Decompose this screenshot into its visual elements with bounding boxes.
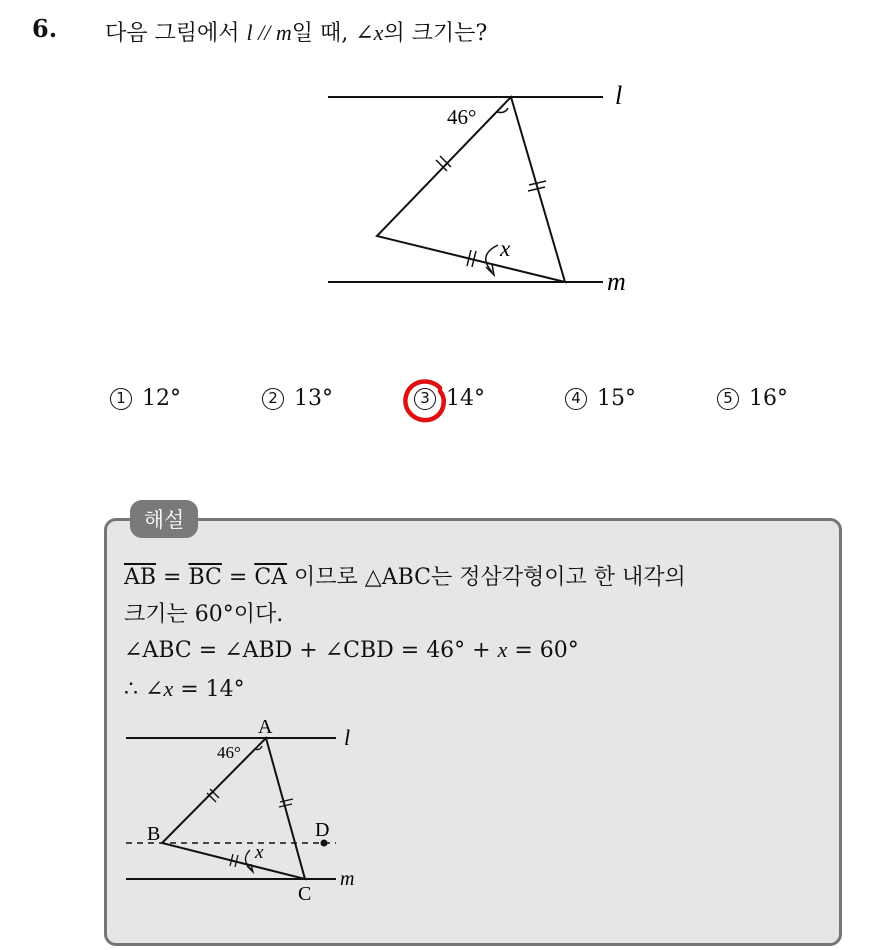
label-a: A <box>258 716 273 738</box>
choice-5[interactable] <box>717 386 788 411</box>
var-l: l <box>246 20 253 45</box>
choice-1[interactable] <box>110 386 181 411</box>
question-figure <box>0 0 884 340</box>
solution-line-4-pre: ∴ ∠ <box>124 677 164 702</box>
choice-value: 12° <box>142 386 181 411</box>
tick-marks <box>436 156 546 267</box>
solution-line-2: 크기는 60°이다. <box>124 602 284 627</box>
label-d: D <box>315 819 330 841</box>
choice-number: 2 <box>262 388 284 410</box>
segment-ca: $\overline{CA}$ <box>254 565 288 590</box>
label-x: x <box>255 842 264 863</box>
segment-bc: $\overline{BC}$ <box>188 565 222 590</box>
var-x: x <box>373 20 384 45</box>
equals: = <box>156 565 189 590</box>
solution-tab: 해설 <box>130 500 198 538</box>
line-l-label: l <box>344 725 351 750</box>
angle-x-label: x <box>500 236 511 261</box>
label-b: B <box>147 823 161 845</box>
choice-2[interactable] <box>262 386 333 411</box>
line-m-label: m <box>607 267 626 296</box>
solution-line-3 <box>124 637 579 663</box>
solution-line-4-post: = 14° <box>173 677 245 702</box>
label-c: C <box>298 883 312 905</box>
line-l-label: l <box>615 81 623 110</box>
question-text-mid: 일 때, ∠ <box>291 21 374 46</box>
segment-ab: $\overline{AB}$ <box>124 565 157 590</box>
choice-value: 16° <box>749 386 788 411</box>
angle-46-label: 46° <box>447 105 477 129</box>
choice-value: 14° <box>446 386 485 411</box>
solution-line-1-rest: 이므로 △ABC는 정삼각형이고 한 내각의 <box>287 565 686 590</box>
parallel-symbol: // <box>252 20 276 45</box>
question-text-pre: 다음 그림에서 <box>105 21 247 46</box>
choice-3[interactable] <box>414 386 485 411</box>
question-number: 6. <box>32 14 58 43</box>
solution-line-3-pre: ∠ABC = ∠ABD + ∠CBD = 46° + <box>124 638 498 663</box>
solution-line-4 <box>124 676 245 702</box>
tick-marks <box>207 789 293 867</box>
choice-4[interactable] <box>565 386 636 411</box>
choice-number: 1 <box>110 388 132 410</box>
choice-number: 5 <box>717 388 739 410</box>
var-x: x <box>497 637 508 662</box>
choice-number: 4 <box>565 388 587 410</box>
solution-line-1 <box>124 560 686 591</box>
choice-number: 3 <box>414 388 436 410</box>
solution-figure <box>0 700 884 920</box>
choice-value: 13° <box>294 386 333 411</box>
solution-line-3-post: = 60° <box>507 638 579 663</box>
line-m-label: m <box>340 868 355 890</box>
equals: = <box>221 565 255 590</box>
choice-value: 15° <box>597 386 636 411</box>
question-text-post: 의 크기는? <box>383 21 488 46</box>
label-46: 46° <box>217 743 241 762</box>
var-x: x <box>163 676 174 701</box>
var-m: m <box>275 20 292 45</box>
